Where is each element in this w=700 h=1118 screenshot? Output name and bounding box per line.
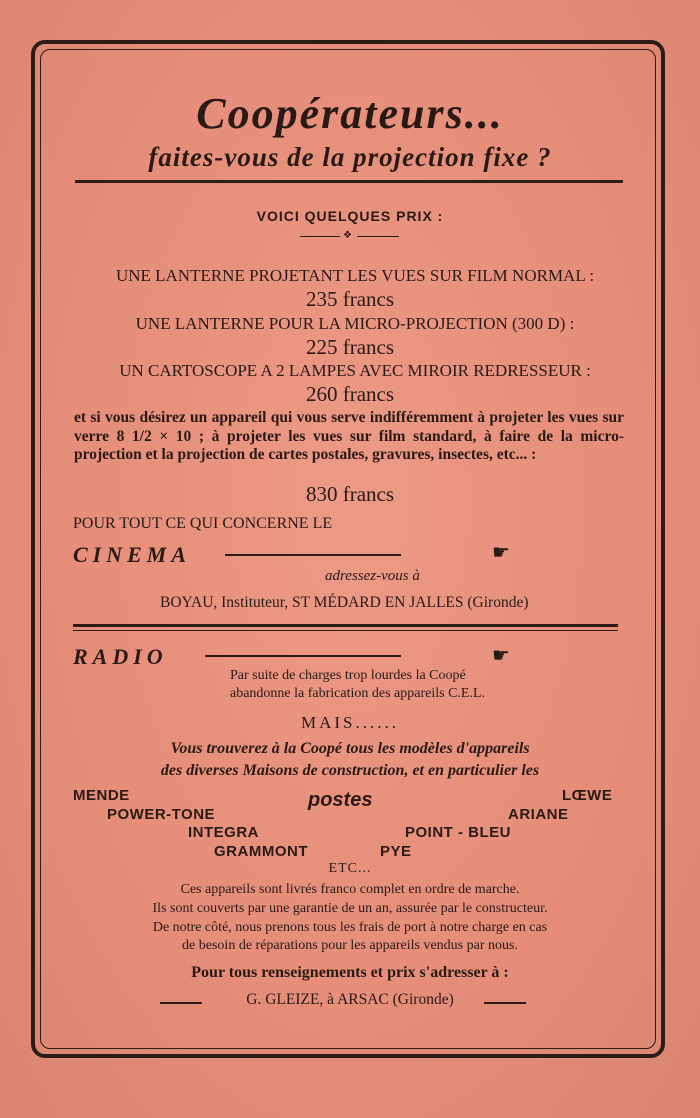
ornament-diamond-icon: ❖ bbox=[343, 230, 352, 241]
brand-point-bleu: POINT - BLEU bbox=[405, 824, 511, 841]
conditions-line1: Ces appareils sont livrés franco complet en ordre de marche. bbox=[180, 882, 520, 897]
pointing-hand-icon: ☛ bbox=[492, 540, 510, 564]
brand-grammont: GRAMMONT bbox=[214, 843, 308, 860]
conditions-line4: de besoin de réparations pour les appareils vendus par nous. bbox=[182, 938, 518, 953]
radio-label: RADIO bbox=[73, 644, 168, 669]
contact-dash-right bbox=[484, 1002, 526, 1004]
mais-heading: MAIS...... bbox=[300, 713, 399, 732]
price-item-3: UN CARTOSCOPE A 2 LAMPES AVEC MIROIR REDRESSEUR : bbox=[119, 361, 591, 380]
radio-offer-line1: Vous trouverez à la Coopé tous les modèles d'appareils bbox=[170, 740, 530, 757]
page-subtitle: faites-vous de la projection fixe ? bbox=[148, 142, 552, 172]
radio-dash-line bbox=[205, 655, 401, 657]
price-item-1: UNE LANTERNE PROJETANT LES VUES SUR FILM NORMAL : bbox=[115, 266, 595, 285]
radio-offer-line2: des diverses Maisons de construction, et en particulier les bbox=[160, 762, 540, 779]
title-rule bbox=[75, 180, 623, 183]
page-title: Coopérateurs... bbox=[196, 89, 504, 138]
brand-power-tone: POWER-TONE bbox=[107, 806, 216, 823]
radio-notice-line2: abandonne la fabrication des appareils C.E.L. bbox=[230, 686, 486, 701]
section-rule-thin bbox=[73, 630, 618, 631]
price-item-2: UNE LANTERNE POUR LA MICRO-PROJECTION (300 D) : bbox=[135, 314, 575, 333]
brand-mende: MENDE bbox=[73, 787, 130, 804]
ornament-line-right bbox=[357, 236, 399, 237]
section-rule-thick bbox=[73, 624, 618, 627]
cinema-label: CINEMA bbox=[73, 542, 192, 567]
brand-ariane: ARIANE bbox=[508, 806, 569, 823]
contact-line: G. GLEIZE, à ARSAC (Gironde) bbox=[246, 991, 454, 1008]
ornament-line-left bbox=[300, 236, 340, 237]
conditions-line3: De notre côté, nous prenons tous les frais de port à notre charge en cas bbox=[152, 920, 548, 935]
versatile-price: 830 francs bbox=[305, 482, 395, 506]
versatile-description: et si vous désirez un appareil qui vous serve indifféremment à projeter les vues sur verre 8 1/2 × 10 ; à projeter les vues sur film standard, à faire de la micro-projection et la projection de cartes postales, gravures, insectes, etc... : bbox=[74, 409, 624, 463]
cinema-address: BOYAU, Instituteur, ST MÉDARD EN JALLES (Gironde) bbox=[160, 594, 529, 611]
prices-intro: VOICI QUELQUES PRIX : bbox=[256, 208, 444, 224]
info-line: Pour tous renseignements et prix s'adresser à : bbox=[191, 964, 509, 981]
brand-loewe: LŒWE bbox=[562, 787, 613, 804]
brand-integra: INTEGRA bbox=[188, 824, 259, 841]
postes-label: postes bbox=[308, 789, 373, 811]
price-value-1: 235 francs bbox=[305, 287, 395, 311]
brand-pye: PYE bbox=[380, 843, 412, 860]
conditions-line2: Ils sont couverts par une garantie de un an, assurée par le constructeur. bbox=[152, 901, 548, 916]
cinema-address-intro: adressez-vous à bbox=[325, 568, 420, 584]
cinema-intro: POUR TOUT CE QUI CONCERNE LE bbox=[73, 515, 333, 532]
price-value-2: 225 francs bbox=[305, 335, 395, 359]
cinema-dash-line bbox=[225, 554, 401, 556]
radio-notice-line1: Par suite de charges trop lourdes la Coopé bbox=[230, 668, 466, 683]
pointing-hand-icon-radio: ☛ bbox=[492, 643, 510, 667]
price-value-3: 260 francs bbox=[305, 382, 395, 406]
brands-etc: ETC... bbox=[328, 861, 372, 876]
